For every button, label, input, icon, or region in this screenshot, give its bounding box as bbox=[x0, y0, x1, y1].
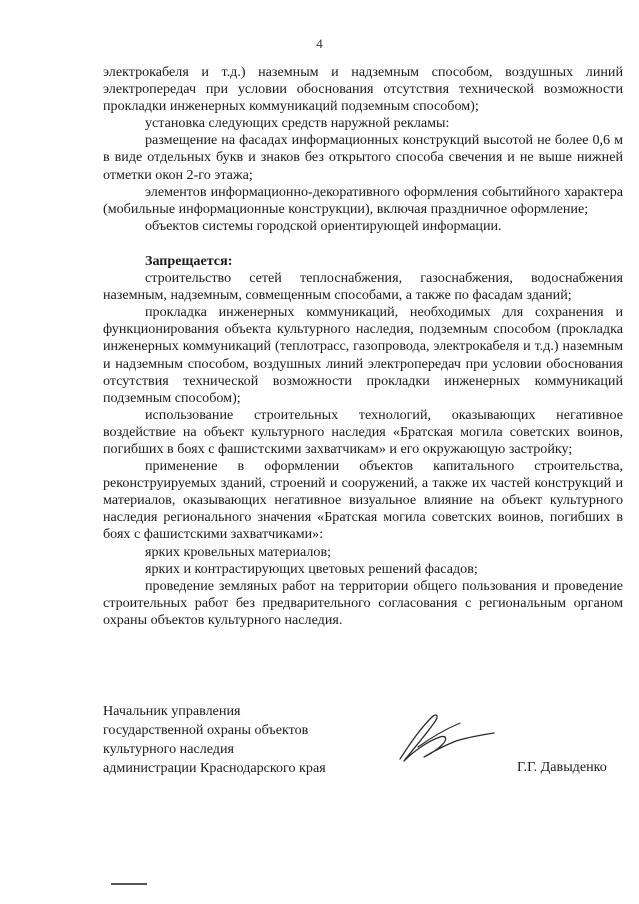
paragraph: установка следующих средств наружной рекламы: bbox=[145, 115, 450, 132]
signature-title-line: администрации Краснодарского края bbox=[103, 760, 326, 776]
paragraph: прокладка инженерных коммуникаций, необходимых для сохранения и функционирования объекта культурного наследия, подземным способом (прокладка инженерных коммуникаций (теплотрасс, газопровода, электрокабеля и т.д.) наземным и надземным способом, воздушных линий электропередач при условии обоснования отсутствия технической возможности прокладки инженерных коммуникаций подземным способом); bbox=[103, 304, 623, 406]
paragraph: размещение на фасадах информационных конструкций высотой не более 0,6 м в виде отдельных букв и знаков без открытого способа свечения и не выше нижней отметки окон 2-го этажа; bbox=[103, 132, 623, 183]
signature-title-line: Начальник управления bbox=[103, 703, 241, 719]
signer-name: Г.Г. Давыденко bbox=[517, 759, 607, 775]
signature-title-block bbox=[103, 702, 326, 778]
signature-title-line: государственной охраны объектов bbox=[103, 722, 309, 738]
handwritten-signature bbox=[388, 707, 498, 767]
bottom-divider bbox=[111, 883, 147, 885]
paragraph: объектов системы городской ориентирующей информации. bbox=[145, 217, 502, 234]
signature-title-line: культурного наследия bbox=[103, 741, 235, 757]
paragraph: строительство сетей теплоснабжения, газоснабжения, водоснабжения наземным, надземным, совмещенным способами, а также по фасадам зданий; bbox=[103, 270, 623, 304]
document-body bbox=[103, 64, 623, 629]
paragraph: проведение земляных работ на территории общего пользования и проведение строительных работ без предварительного согласования с региональным органом охраны объектов культурного наследия. bbox=[103, 577, 623, 628]
paragraph: ярких кровельных материалов; bbox=[145, 543, 332, 560]
paragraph: ярких и контрастирующих цветовых решений фасадов; bbox=[145, 560, 478, 577]
paragraph: элементов информационно-декоративного оформления событийного характера (мобильные информационные конструкции), включая праздничное оформление; bbox=[103, 183, 623, 217]
paragraph: использование строительных технологий, оказывающих негативное воздействие на объект культурного наследия «Братская могила советских воинов, погибших в боях с фашистскими захватчикам» и его окружающую застройку; bbox=[103, 406, 623, 457]
section-heading-prohibited: Запрещается: bbox=[145, 252, 233, 269]
page-number: 4 bbox=[316, 36, 323, 51]
paragraph: применение в оформлении объектов капитального строительства, реконструируемых зданий, строений и сооружений, а также их частей конструкций и материалов, оказывающих негативное визуальное влияние на объект культурного наследия регионального значения «Братская могила советских воинов, погибших в боях с фашистскими захватчиками»: bbox=[103, 458, 623, 543]
paragraph: электрокабеля и т.д.) наземным и надземным способом, воздушных линий электропередач при условии обоснования отсутствия технической возможности прокладки инженерных коммуникаций подземным способом); bbox=[103, 64, 623, 115]
